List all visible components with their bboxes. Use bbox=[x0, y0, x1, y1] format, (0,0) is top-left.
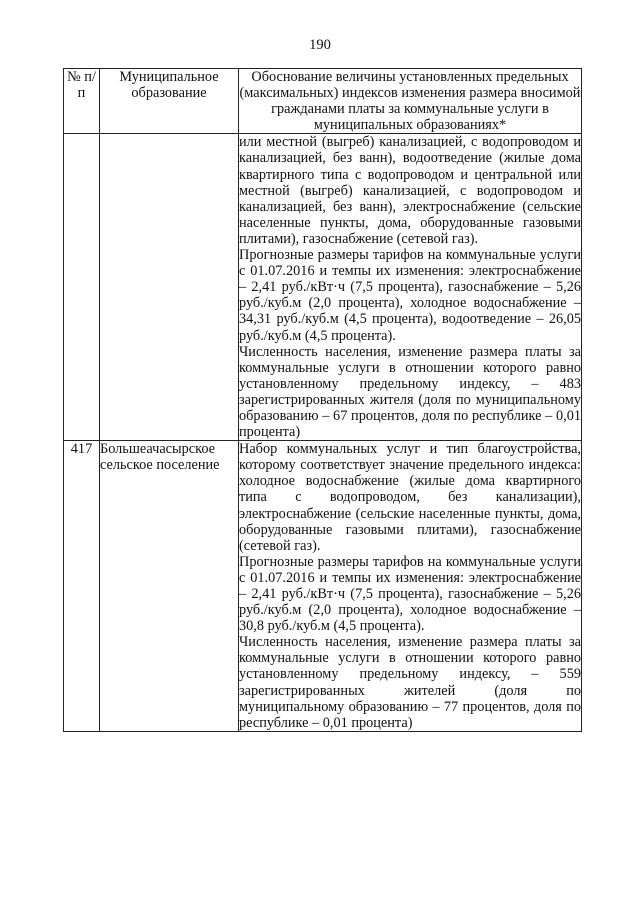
table-header-row bbox=[64, 69, 582, 134]
table-row bbox=[64, 441, 582, 732]
header-basis: Обоснование величины установленных предельных (максимальных) индексов изменения размера вносимой гражданами платы за коммунальные услуги в муниципальных образованиях* bbox=[239, 69, 581, 134]
tariff-index-table bbox=[63, 68, 582, 732]
row-number-cell bbox=[64, 134, 100, 441]
row-basis-cell bbox=[239, 134, 582, 441]
row-number-cell: 417 bbox=[64, 441, 100, 732]
row-municipality-cell: Большеачасырское сельское поселение bbox=[100, 441, 239, 732]
header-municipality: Муниципальное образование bbox=[100, 69, 239, 134]
basis-paragraph: или местной (выгреб) канализацией, с водопроводом и канализацией, без ванн), водоотведение (жилые дома квартирного типа с водопроводом и центральной или местной (выгреб) канализацией, с водопроводом и канализацией, без ванн), электроснабжение (сельские населенные пункты, дома, оборудованные газовыми плитами), газоснабжение (сетевой газ). bbox=[239, 134, 581, 247]
basis-paragraph: Численность населения, изменение размера платы за коммунальные услуги в отношении которого равно установленному предельному индексу, – 483 зарегистрированных жителя (доля по муниципальному образованию – 67 процентов, доля по республике – 0,01 процента) bbox=[239, 343, 581, 441]
row-basis-cell bbox=[239, 441, 582, 732]
basis-paragraph: Прогнозные размеры тарифов на коммунальные услуги с 01.07.2016 и темпы их изменения: электроснабжение – 2,41 руб./кВт·ч (7,5 процента), газоснабжение – 5,26 руб./куб.м (2,0 процента), холодное водоснабжение – 34,31 руб./куб.м (4,5 процента), водоотведение – 26,05 руб./куб.м (4,5 процента). bbox=[239, 247, 581, 344]
header-number: № п/п bbox=[64, 69, 100, 134]
basis-paragraph: Прогнозные размеры тарифов на коммунальные услуги с 01.07.2016 и темпы их изменения: электроснабжение – 2,41 руб./кВт·ч (7,5 процента), газоснабжение – 5,26 руб./куб.м (2,0 процента), холодное водоснабжение – 30,8 руб./куб.м (4,5 процента). bbox=[239, 553, 581, 635]
page-number: 190 bbox=[309, 37, 331, 53]
basis-paragraph: Численность населения, изменение размера платы за коммунальные услуги в отношении которого равно установленному предельному индексу, – 559 зарегистрированных жителей (доля по муниципальному образованию – 77 процентов, доля по республике – 0,01 процента) bbox=[239, 634, 581, 731]
basis-paragraph: Набор коммунальных услуг и тип благоустройства, которому соответствует значение предельного индекса: холодное водоснабжение (жилые дома квартирного типа с водопроводом, без канализации), электроснабжение (сельские населенные пункты, дома, оборудованные газовыми плитами), газоснабжение (сетевой газ). bbox=[239, 441, 581, 554]
table-row bbox=[64, 134, 582, 441]
row-municipality-cell bbox=[100, 134, 239, 441]
